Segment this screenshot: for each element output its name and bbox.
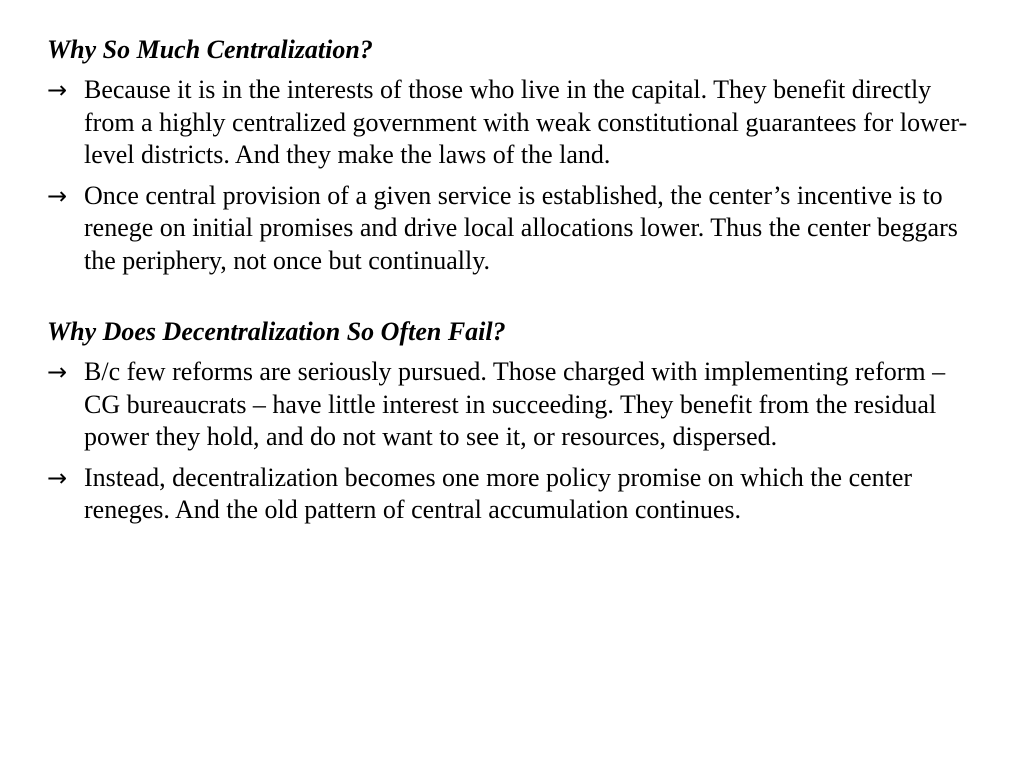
arrow-right-icon: →: [47, 463, 68, 492]
bullet-item: [47, 180, 987, 278]
section-centralization: [47, 34, 987, 277]
section-decentralization: [47, 316, 987, 527]
bullet-text: Instead, decentralization becomes one more policy promise on which the center reneges. And the old pattern of central accumulation continues.: [84, 462, 913, 524]
arrow-right-icon: →: [47, 358, 68, 386]
bullet-text: B/c few reforms are seriously pursued. Those charged with implementing reform – CG bureaucrats – have little interest in succeeding. They benefit from the residual power they hold, and do not want to see it, or resources, dispersed.: [84, 357, 946, 451]
bullet-text: Because it is in the interests of those who live in the capital. They benefit directly from a highly centralized government with weak constitutional guarantees for lower-level districts. And they make the laws of the land.: [84, 75, 968, 169]
bullet-item: [47, 462, 987, 527]
section-heading: Why So Much Centralization?: [47, 35, 373, 64]
bullet-text: Once central provision of a given service is established, the center’s incentive is to renege on initial promises and drive local allocations lower. Thus the center beggars the periphery, not once but continually.: [84, 180, 958, 275]
arrow-right-icon: →: [47, 76, 68, 104]
bullet-item: [47, 356, 987, 454]
arrow-right-icon: →: [47, 181, 68, 210]
bullet-item: [47, 74, 987, 172]
slide-content: [47, 34, 987, 535]
section-spacer: [47, 285, 987, 316]
section-heading: Why Does Decentralization So Often Fail?: [47, 317, 506, 346]
